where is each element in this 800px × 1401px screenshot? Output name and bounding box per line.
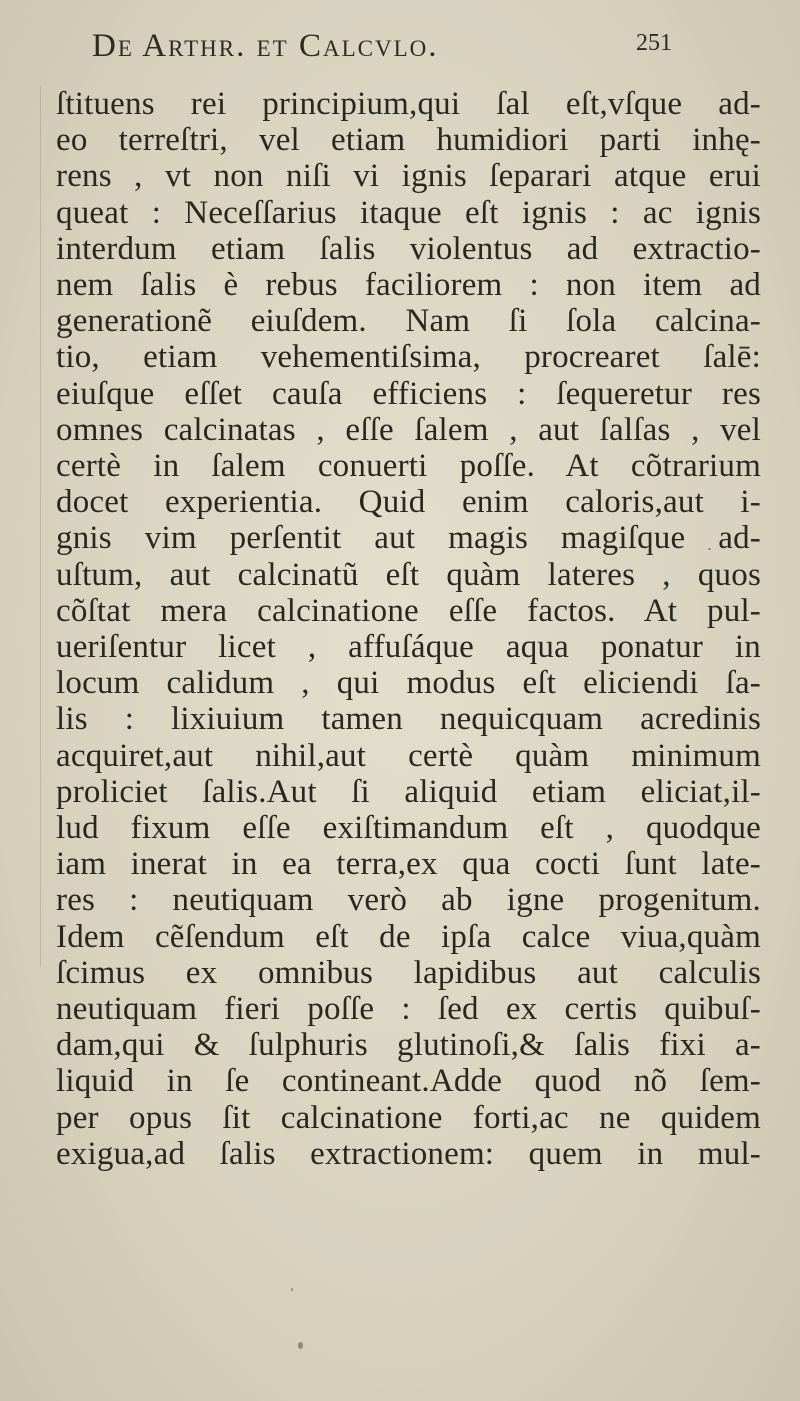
text-line: eo terreſtri, vel etiam humidiori parti inhę- xyxy=(56,122,761,159)
text-line: res : neutiquam verò ab igne progenitum. xyxy=(56,882,761,919)
paper-speck xyxy=(291,1288,293,1291)
text-line: certè in ſalem conuerti poſſe. At cõtrarium xyxy=(56,448,761,485)
paper-speck xyxy=(298,1342,303,1349)
text-line: omnes calcinatas , eſſe ſalem , aut ſalſas , vel xyxy=(56,411,761,448)
text-line: docet experientia. Quid enim caloris,aut i- xyxy=(56,484,761,521)
text-line: neutiquam fieri poſſe : ſed ex certis quibuſ- xyxy=(56,991,761,1028)
text-line: lis : lixiuium tamen nequicquam acredinis xyxy=(56,701,761,738)
text-line: ueriſentur licet , affuſáque aqua ponatur in xyxy=(56,629,761,666)
body-text xyxy=(56,86,761,1172)
text-line: dam,qui & ſulphuris glutinoſi,& ſalis fixi a- xyxy=(56,1027,761,1064)
text-line: Idem cẽſendum eſt de ipſa calce viua,quàm xyxy=(56,918,761,955)
margin-rule xyxy=(40,86,41,966)
text-line: nem ſalis è rebus faciliorem : non item ad xyxy=(56,267,761,304)
text-line: proliciet ſalis.Aut ſi aliquid etiam eliciat,il- xyxy=(56,773,761,810)
running-title: De Arthr. et Calcvlo. xyxy=(92,28,439,64)
text-line: lud fixum eſſe exiſtimandum eſt , quodque xyxy=(56,810,761,847)
text-line: eiuſque eſſet cauſa efficiens : ſequeretur res xyxy=(56,375,761,412)
text-line: acquiret,aut nihil,aut certè quàm minimum xyxy=(56,737,761,774)
text-line: cõſtat mera calcinatione eſſe factos. At pul- xyxy=(56,592,761,629)
text-line: queat : Neceſſarius itaque eſt ignis : ac ignis xyxy=(56,194,761,231)
text-line: locum calidum , qui modus eſt eliciendi ſa- xyxy=(56,665,761,702)
text-line: ſtituens rei principium,qui ſal eſt,vſque ad- xyxy=(56,86,761,122)
text-line: interdum etiam ſalis violentus ad extractio- xyxy=(56,230,761,267)
text-line: iam inerat in ea terra,ex qua cocti ſunt late- xyxy=(56,846,761,883)
text-line: ſcimus ex omnibus lapidibus aut calculis xyxy=(56,954,761,991)
text-line: rens , vt non niſi vi ignis ſeparari atque erui xyxy=(56,158,761,195)
running-head xyxy=(92,28,692,78)
text-line: exigua,ad ſalis extractionem: quem in mul- xyxy=(56,1135,761,1172)
paper-speck xyxy=(708,548,711,550)
text-line: per opus ſit calcinatione forti,ac ne quidem xyxy=(56,1099,761,1136)
page-number: 251 xyxy=(636,30,672,56)
text-line: uſtum, aut calcinatũ eſt quàm lateres , quos xyxy=(56,556,761,593)
text-line: generationẽ eiuſdem. Nam ſi ſola calcina- xyxy=(56,303,761,340)
text-line: gnis vim perſentit aut magis magiſque ad- xyxy=(56,520,761,557)
text-line: tio, etiam vehementiſsima, procrearet ſalē: xyxy=(56,339,761,376)
text-line: liquid in ſe contineant.Adde quod nõ ſem- xyxy=(56,1063,761,1100)
